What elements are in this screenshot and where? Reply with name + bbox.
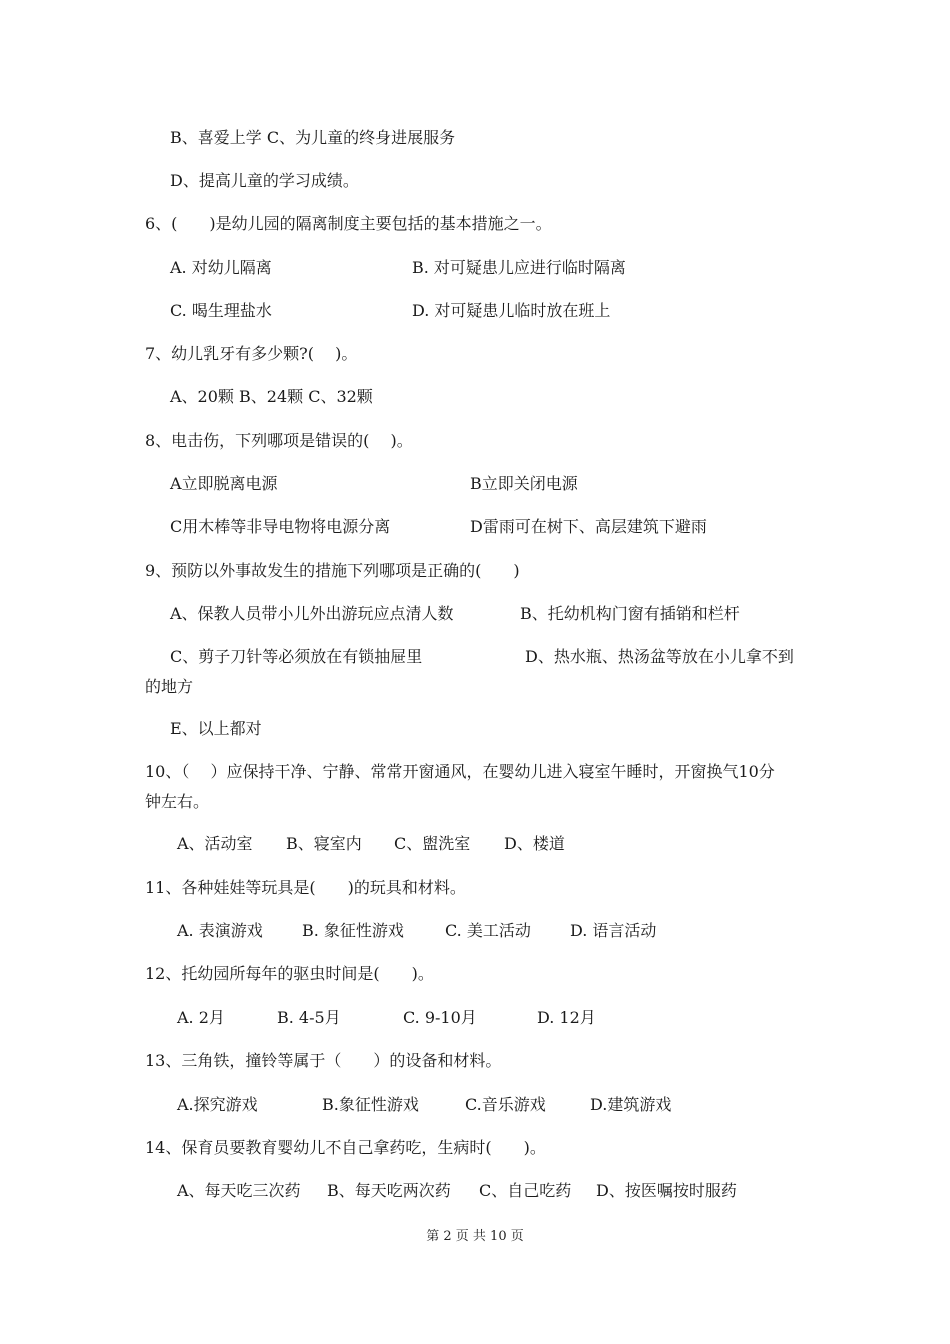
question-10: 10、（ ）应保持干净、宁静、常常开窗通风，在婴幼儿进入寝室午睡时，开窗换气10分 [145, 762, 775, 781]
question-10-continued: 钟左右。 [145, 792, 210, 811]
question-9-option-d-continued: 的地方 [145, 677, 194, 696]
question-14-option-d: D、按医嘱按时服药 [596, 1181, 737, 1200]
question-7-options: A、20颗 B、24颗 C、32颗 [170, 387, 373, 406]
question-6-option-a: A. 对幼儿隔离 [170, 258, 272, 277]
question-11-option-c: C. 美工活动 [445, 921, 531, 940]
question-11: 11、各种娃娃等玩具是( )的玩具和材料。 [145, 878, 466, 897]
question-11-option-b: B. 象征性游戏 [302, 921, 404, 940]
question-12: 12、托幼园所每年的驱虫时间是( )。 [145, 964, 434, 983]
question-8: 8、电击伤，下列哪项是错误的( )。 [145, 431, 413, 450]
question-12-option-c: C. 9-10月 [403, 1008, 477, 1027]
question-8-option-c: C用木棒等非导电物将电源分离 [170, 517, 391, 536]
question-10-option-b: B、寝室内 [286, 834, 362, 853]
question-10-option-c: C、盥洗室 [394, 834, 471, 853]
question-6-option-b: B. 对可疑患儿应进行临时隔离 [412, 258, 626, 277]
question-9-option-b: B、托幼机构门窗有插销和栏杆 [520, 604, 740, 623]
question-6-option-c: C. 喝生理盐水 [170, 301, 272, 320]
question-12-option-d: D. 12月 [537, 1008, 596, 1027]
question-11-option-a: A. 表演游戏 [177, 921, 263, 940]
question-13: 13、三角铁，撞铃等属于（ ）的设备和材料。 [145, 1051, 502, 1070]
question-13-option-c: C.音乐游戏 [465, 1095, 546, 1114]
question-12-option-a: A. 2月 [177, 1008, 225, 1027]
question-9-option-e: E、以上都对 [170, 719, 262, 738]
option-line-bc: B、喜爱上学 C、为儿童的终身进展服务 [170, 128, 456, 147]
question-9-option-a: A、保教人员带小儿外出游玩应点清人数 [170, 604, 454, 623]
question-8-option-b: B立即关闭电源 [470, 474, 578, 493]
question-9-option-d: D、热水瓶、热汤盆等放在小儿拿不到 [525, 647, 794, 666]
question-10-option-a: A、活动室 [177, 834, 253, 853]
question-14-option-a: A、每天吃三次药 [177, 1181, 301, 1200]
question-6: 6、( )是幼儿园的隔离制度主要包括的基本措施之一。 [145, 214, 552, 233]
question-6-option-d: D. 对可疑患儿临时放在班上 [412, 301, 611, 320]
question-13-option-a: A.探究游戏 [177, 1095, 258, 1114]
question-13-option-d: D.建筑游戏 [590, 1095, 672, 1114]
option-line-d: D、提高儿童的学习成绩。 [170, 171, 359, 190]
question-10-option-d: D、楼道 [504, 834, 565, 853]
question-14: 14、保育员要教育婴幼儿不自己拿药吃，生病时( )。 [145, 1138, 546, 1157]
question-11-option-d: D. 语言活动 [570, 921, 657, 940]
question-14-option-b: B、每天吃两次药 [327, 1181, 451, 1200]
question-9-option-c: C、剪子刀针等必须放在有锁抽屉里 [170, 647, 423, 666]
question-8-option-a: A立即脱离电源 [170, 474, 278, 493]
question-12-option-b: B. 4-5月 [277, 1008, 341, 1027]
page-number-footer: 第 2 页 共 10 页 [426, 1229, 524, 1244]
question-13-option-b: B.象征性游戏 [322, 1095, 419, 1114]
question-7: 7、幼儿乳牙有多少颗?( )。 [145, 344, 358, 363]
question-8-option-d: D雷雨可在树下、高层建筑下避雨 [470, 517, 707, 536]
question-9: 9、预防以外事故发生的措施下列哪项是正确的( ) [145, 561, 520, 580]
question-14-option-c: C、自己吃药 [479, 1181, 572, 1200]
